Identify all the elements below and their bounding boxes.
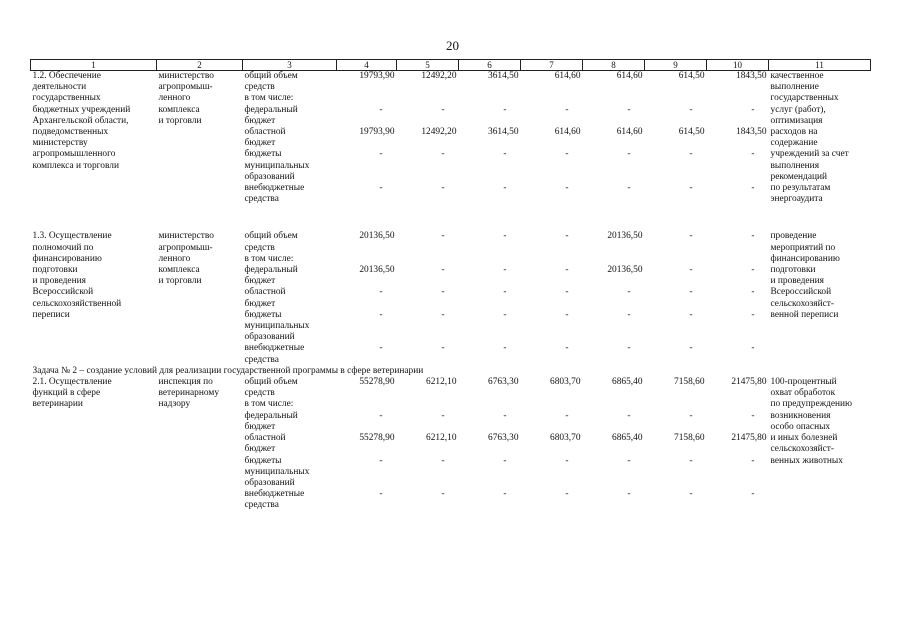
amount-cell: -	[751, 149, 755, 160]
amount-cell: -	[627, 410, 631, 421]
amount-cell: -	[689, 309, 693, 320]
amount-cell	[645, 399, 707, 410]
amount-cell: 20136,50	[359, 265, 395, 276]
amount-cell: 614,60	[554, 127, 581, 138]
amount-cell	[337, 93, 397, 104]
amount-cell: -	[627, 455, 631, 466]
column-header: 2	[157, 60, 243, 71]
amount-cell: 614,50	[678, 127, 705, 138]
amount-cell: -	[751, 265, 755, 276]
amount-cell: -	[751, 287, 755, 298]
amount-cell: -	[441, 183, 445, 194]
funding-source: областной бюджет	[244, 127, 286, 149]
funding-source: федеральный бюджет	[244, 265, 298, 287]
amount-cell: 7158,60	[674, 433, 705, 444]
amount-cell	[459, 93, 521, 104]
amount-cell: -	[751, 309, 755, 320]
amount-cell: -	[689, 231, 693, 242]
amount-cell: -	[565, 104, 569, 115]
amount-cell: -	[503, 287, 507, 298]
amount-cell: -	[503, 265, 507, 276]
column-header: 6	[459, 60, 521, 71]
amount-cell: -	[503, 455, 507, 466]
amount-cell: -	[689, 265, 693, 276]
amount-cell	[583, 93, 645, 104]
amount-cell: -	[441, 287, 445, 298]
amount-cell: -	[751, 104, 755, 115]
amount-cell: -	[379, 104, 383, 115]
amount-cell: 19793,90	[359, 127, 395, 138]
amount-cell: -	[627, 489, 631, 500]
amount-cell	[337, 254, 397, 265]
amount-cell: 19793,90	[359, 71, 395, 81]
amount-cell: -	[379, 343, 383, 354]
amount-cell: 6212,10	[426, 433, 457, 444]
funding-source: федеральный бюджет	[244, 410, 298, 432]
column-header: 5	[397, 60, 459, 71]
amount-cell	[459, 399, 521, 410]
amount-cell: -	[689, 287, 693, 298]
funding-source: федеральный бюджет	[244, 104, 298, 126]
executor: министерство агропромыш- ленного комплекса и торговли	[158, 231, 214, 287]
amount-cell: -	[379, 149, 383, 160]
amount-cell: -	[751, 183, 755, 194]
program-table	[30, 59, 871, 512]
amount-cell: -	[627, 343, 631, 354]
amount-cell: -	[627, 309, 631, 320]
amount-cell: 614,50	[678, 71, 705, 81]
amount-cell: -	[379, 183, 383, 194]
amount-cell: -	[627, 287, 631, 298]
amount-cell: -	[689, 489, 693, 500]
amount-cell	[397, 254, 459, 265]
table-row	[31, 377, 871, 399]
table-row	[31, 71, 871, 94]
amount-cell	[583, 399, 645, 410]
amount-cell: -	[441, 104, 445, 115]
activity-name: 1.3. Осуществление полномочий по финансированию подготовки и проведения Всероссийской сельскохозяйственной переписи	[32, 231, 122, 320]
activity-name: 1.2. Обеспечение деятельности государственных бюджетных учреждений Архангельской области, подведомственных министерству агропромышленного комплекса и торговли	[32, 71, 131, 171]
amount-cell: -	[503, 309, 507, 320]
amount-cell: -	[379, 455, 383, 466]
funding-source: областной бюджет	[244, 287, 286, 309]
amount-cell: 3614,50	[488, 127, 519, 138]
amount-cell: 20136,50	[359, 231, 395, 242]
amount-cell: 12492,20	[421, 127, 457, 138]
amount-cell	[645, 254, 707, 265]
amount-cell: 614,60	[616, 71, 643, 81]
amount-cell: 1843,50	[736, 127, 767, 138]
amount-cell	[707, 254, 769, 265]
amount-cell: -	[689, 149, 693, 160]
amount-cell: 1843,50	[736, 71, 767, 81]
expected-result: проведение мероприятий по финансированию подготовки и проведения Всероссийской сельскохозяйст- венной переписи	[770, 231, 840, 320]
column-header: 9	[645, 60, 707, 71]
funding-source: в том числе:	[244, 399, 294, 410]
funding-source: общий объем средств	[244, 71, 298, 93]
amount-cell: -	[441, 265, 445, 276]
amount-cell	[397, 93, 459, 104]
amount-cell: 21475,80	[731, 377, 767, 388]
amount-cell	[521, 399, 583, 410]
amount-cell	[583, 254, 645, 265]
amount-cell: -	[379, 410, 383, 421]
funding-source: в том числе:	[244, 93, 294, 104]
amount-cell	[707, 399, 769, 410]
column-header: 8	[583, 60, 645, 71]
amount-cell: -	[627, 183, 631, 194]
amount-cell	[645, 93, 707, 104]
amount-cell: 6865,40	[612, 433, 643, 444]
column-header: 1	[31, 60, 157, 71]
amount-cell: 21475,80	[731, 433, 767, 444]
amount-cell: -	[751, 410, 755, 421]
amount-cell: 6212,10	[426, 377, 457, 388]
amount-cell: -	[689, 183, 693, 194]
row-spacer	[31, 205, 871, 231]
amount-cell: 614,60	[616, 127, 643, 138]
amount-cell: 614,60	[554, 71, 581, 81]
amount-cell	[707, 93, 769, 104]
amount-cell: -	[689, 410, 693, 421]
task-heading: Задача № 2 – создание условий для реализации государственной программы в сфере ветеринарии	[32, 365, 424, 376]
amount-cell: 6763,30	[488, 433, 519, 444]
amount-cell: -	[751, 489, 755, 500]
amount-cell: -	[689, 104, 693, 115]
amount-cell: -	[379, 287, 383, 298]
table-body	[31, 71, 871, 512]
amount-cell: -	[751, 343, 755, 354]
column-header: 7	[521, 60, 583, 71]
amount-cell: -	[503, 489, 507, 500]
executor: инспекция по ветеринарному надзору	[158, 377, 220, 410]
amount-cell: 7158,60	[674, 377, 705, 388]
funding-source: общий объем средств	[244, 231, 298, 253]
funding-source: общий объем средств	[244, 377, 298, 399]
amount-cell: -	[503, 104, 507, 115]
amount-cell: -	[503, 231, 507, 242]
column-header: 4	[337, 60, 397, 71]
task-heading-row	[31, 366, 871, 377]
amount-cell: -	[565, 455, 569, 466]
amount-cell: 6803,70	[550, 377, 581, 388]
amount-cell: -	[689, 343, 693, 354]
amount-cell: -	[503, 410, 507, 421]
amount-cell: -	[441, 343, 445, 354]
column-header: 11	[769, 60, 871, 71]
amount-cell	[337, 399, 397, 410]
amount-cell: 3614,50	[488, 71, 519, 81]
expected-result: 100-процентный охват обработок по предупреждению возникновения особо опасных и иных болезней сельскохозяйст- венных животных	[770, 377, 853, 466]
funding-source: областной бюджет	[244, 433, 286, 455]
amount-cell: -	[627, 149, 631, 160]
amount-cell: -	[565, 309, 569, 320]
spacer-cell	[31, 205, 871, 231]
amount-cell: -	[565, 265, 569, 276]
amount-cell: -	[565, 149, 569, 160]
amount-cell: -	[503, 343, 507, 354]
amount-cell: -	[565, 231, 569, 242]
amount-cell: -	[565, 287, 569, 298]
amount-cell: 20136,50	[607, 265, 643, 276]
amount-cell: -	[627, 104, 631, 115]
amount-cell: -	[441, 455, 445, 466]
amount-cell	[521, 254, 583, 265]
funding-source: бюджеты муниципальных образований	[244, 455, 310, 488]
amount-cell	[397, 399, 459, 410]
amount-cell: -	[565, 183, 569, 194]
amount-cell: -	[751, 231, 755, 242]
column-header: 10	[707, 60, 769, 71]
amount-cell	[459, 254, 521, 265]
column-header: 3	[243, 60, 337, 71]
amount-cell: 6803,70	[550, 433, 581, 444]
funding-source: бюджеты муниципальных образований	[244, 309, 310, 343]
funding-source: внебюджетные средства	[244, 489, 305, 511]
amount-cell: -	[565, 343, 569, 354]
amount-cell: 55278,90	[359, 433, 395, 444]
amount-cell: -	[751, 455, 755, 466]
amount-cell: -	[565, 410, 569, 421]
amount-cell: -	[441, 149, 445, 160]
table-row	[31, 231, 871, 253]
amount-cell: -	[379, 309, 383, 320]
amount-cell: -	[503, 183, 507, 194]
expected-result: качественное выполнение государственных услуг (работ), оптимизация расходов на содержание учреждений за счет выполнения рекомендаций по результатам энергоаудита	[770, 71, 849, 205]
amount-cell: -	[441, 231, 445, 242]
amount-cell: -	[379, 489, 383, 500]
activity-name: 2.1. Осуществление функций в сфере ветеринарии	[32, 377, 112, 410]
amount-cell: -	[441, 309, 445, 320]
funding-source: внебюджетные средства	[244, 343, 305, 365]
amount-cell: -	[503, 149, 507, 160]
funding-source: в том числе:	[244, 253, 294, 264]
amount-cell: 6865,40	[612, 377, 643, 388]
column-number-row	[31, 60, 871, 71]
amount-cell: 55278,90	[359, 377, 395, 388]
amount-cell: -	[689, 455, 693, 466]
page-number: 20	[446, 38, 459, 53]
amount-cell: -	[441, 410, 445, 421]
funding-source: внебюджетные средства	[244, 183, 305, 205]
amount-cell: 12492,20	[421, 71, 457, 81]
amount-cell: 20136,50	[607, 231, 643, 242]
executor: министерство агропромыш- ленного комплекса и торговли	[158, 71, 214, 126]
amount-cell	[521, 93, 583, 104]
amount-cell: -	[565, 489, 569, 500]
amount-cell: -	[441, 489, 445, 500]
amount-cell: 6763,30	[488, 377, 519, 388]
funding-source: бюджеты муниципальных образований	[244, 149, 310, 182]
